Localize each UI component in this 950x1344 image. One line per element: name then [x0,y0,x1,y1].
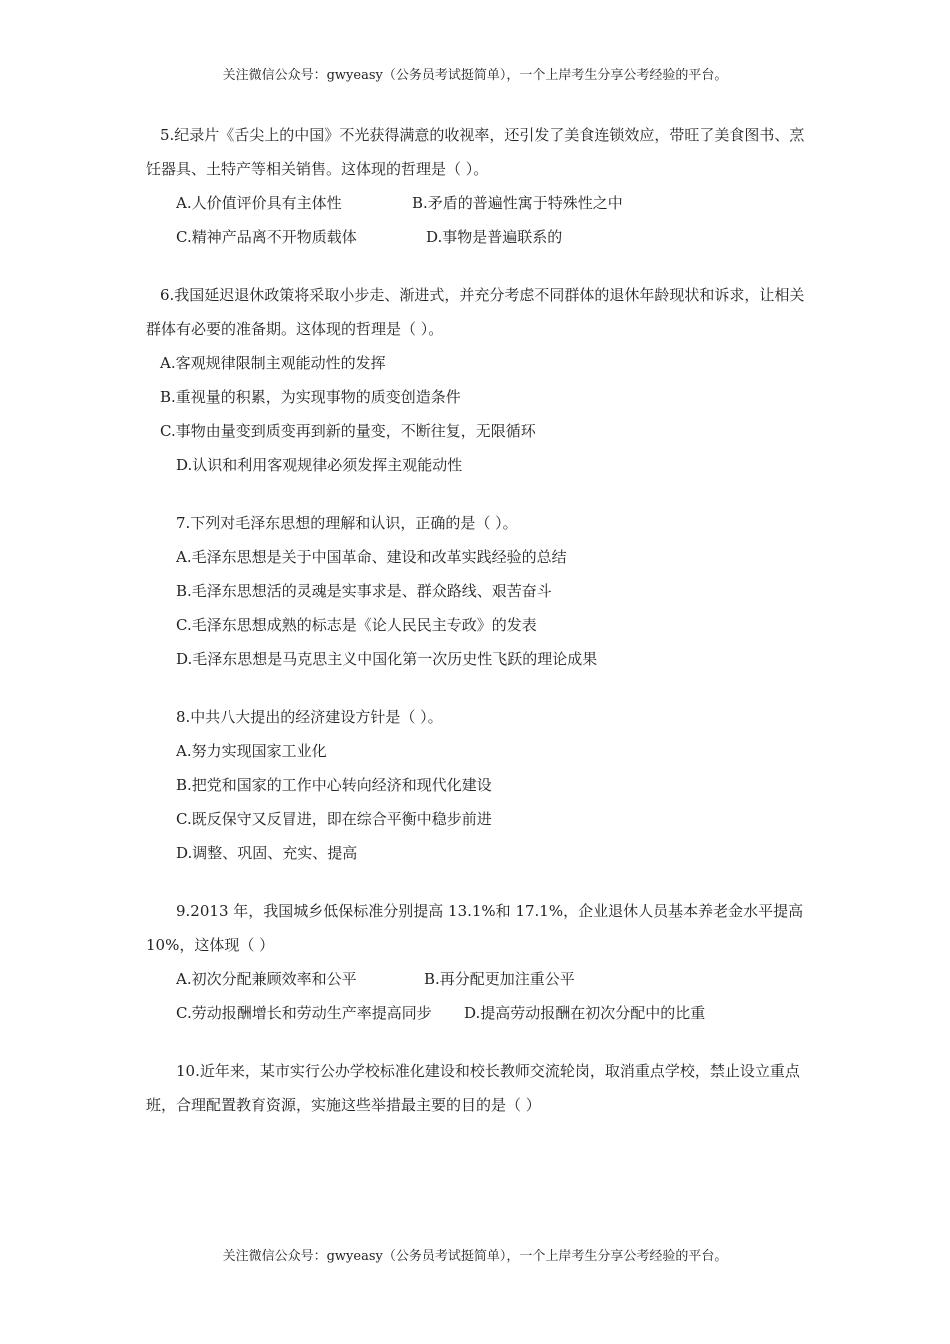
document-body [146,118,810,1122]
option-a: A.人价值评价具有主体性 [176,194,342,212]
question-8-stem: 8.中共八大提出的经济建设方针是（ ）。 [176,708,443,726]
question-6-stem: 6.我国延迟退休政策将采取小步走、渐进式，并充分考虑不同群体的退休年龄现状和诉求，让相关群体有必要的准备期。这体现的哲理是（ ）。 [146,286,805,338]
option-c: C.既反保守又反冒进，即在综合平衡中稳步前进 [176,810,492,828]
question-7-stem: 7.下列对毛泽东思想的理解和认识，正确的是（ ）。 [176,514,518,532]
question-9-stem: 9.2013 年，我国城乡低保标准分别提高 13.1%和 17.1%，企业退休人员基本养老金水平提高 10%，这体现（ ） [146,902,804,954]
option-a: A.毛泽东思想是关于中国革命、建设和改革实践经验的总结 [176,548,567,566]
option-d: D.调整、巩固、充实、提高 [176,844,358,862]
option-d: D.事物是普遍联系的 [426,228,563,246]
question-9-options-row-1 [146,962,810,996]
option-b: B.矛盾的普遍性寓于特殊性之中 [412,194,623,212]
question-5-options-row-1 [146,186,810,220]
option-a: A.客观规律限制主观能动性的发挥 [160,354,386,372]
option-c: C.事物由量变到质变再到新的量变，不断往复，无限循环 [160,422,536,440]
option-b: B.再分配更加注重公平 [424,970,575,988]
option-d: D.认识和利用客观规律必须发挥主观能动性 [176,456,463,474]
question-9-options-row-2 [146,996,810,1030]
option-a: A.努力实现国家工业化 [176,742,327,760]
question-5-options-row-2 [146,220,810,254]
option-c: C.精神产品离不开物质载体 [176,228,357,246]
option-c: C.劳动报酬增长和劳动生产率提高同步 [176,1004,432,1022]
option-b: B.毛泽东思想活的灵魂是实事求是、群众路线、艰苦奋斗 [176,582,552,600]
option-b: B.重视量的积累，为实现事物的质变创造条件 [160,388,461,406]
option-c: C.毛泽东思想成熟的标志是《论人民民主专政》的发表 [176,616,537,634]
option-d: D.提高劳动报酬在初次分配中的比重 [464,1004,706,1022]
page-footer: 关注微信公众号：gwyeasy（公务员考试挺简单），一个上岸考生分享公考经验的平台。 [222,1249,728,1264]
question-10-stem: 10.近年来，某市实行公办学校标准化建设和校长教师交流轮岗，取消重点学校，禁止设立重点班，合理配置教育资源，实施这些举措最主要的目的是（ ） [146,1062,800,1114]
page-header: 关注微信公众号：gwyeasy（公务员考试挺简单），一个上岸考生分享公考经验的平台。 [222,68,728,83]
question-5-stem: 5.纪录片《舌尖上的中国》不光获得满意的收视率，还引发了美食连锁效应，带旺了美食图书、烹饪器具、土特产等相关销售。这体现的哲理是（ ）。 [146,126,805,178]
option-b: B.把党和国家的工作中心转向经济和现代化建设 [176,776,492,794]
option-d: D.毛泽东思想是马克思主义中国化第一次历史性飞跃的理论成果 [176,650,598,668]
option-a: A.初次分配兼顾效率和公平 [176,970,357,988]
